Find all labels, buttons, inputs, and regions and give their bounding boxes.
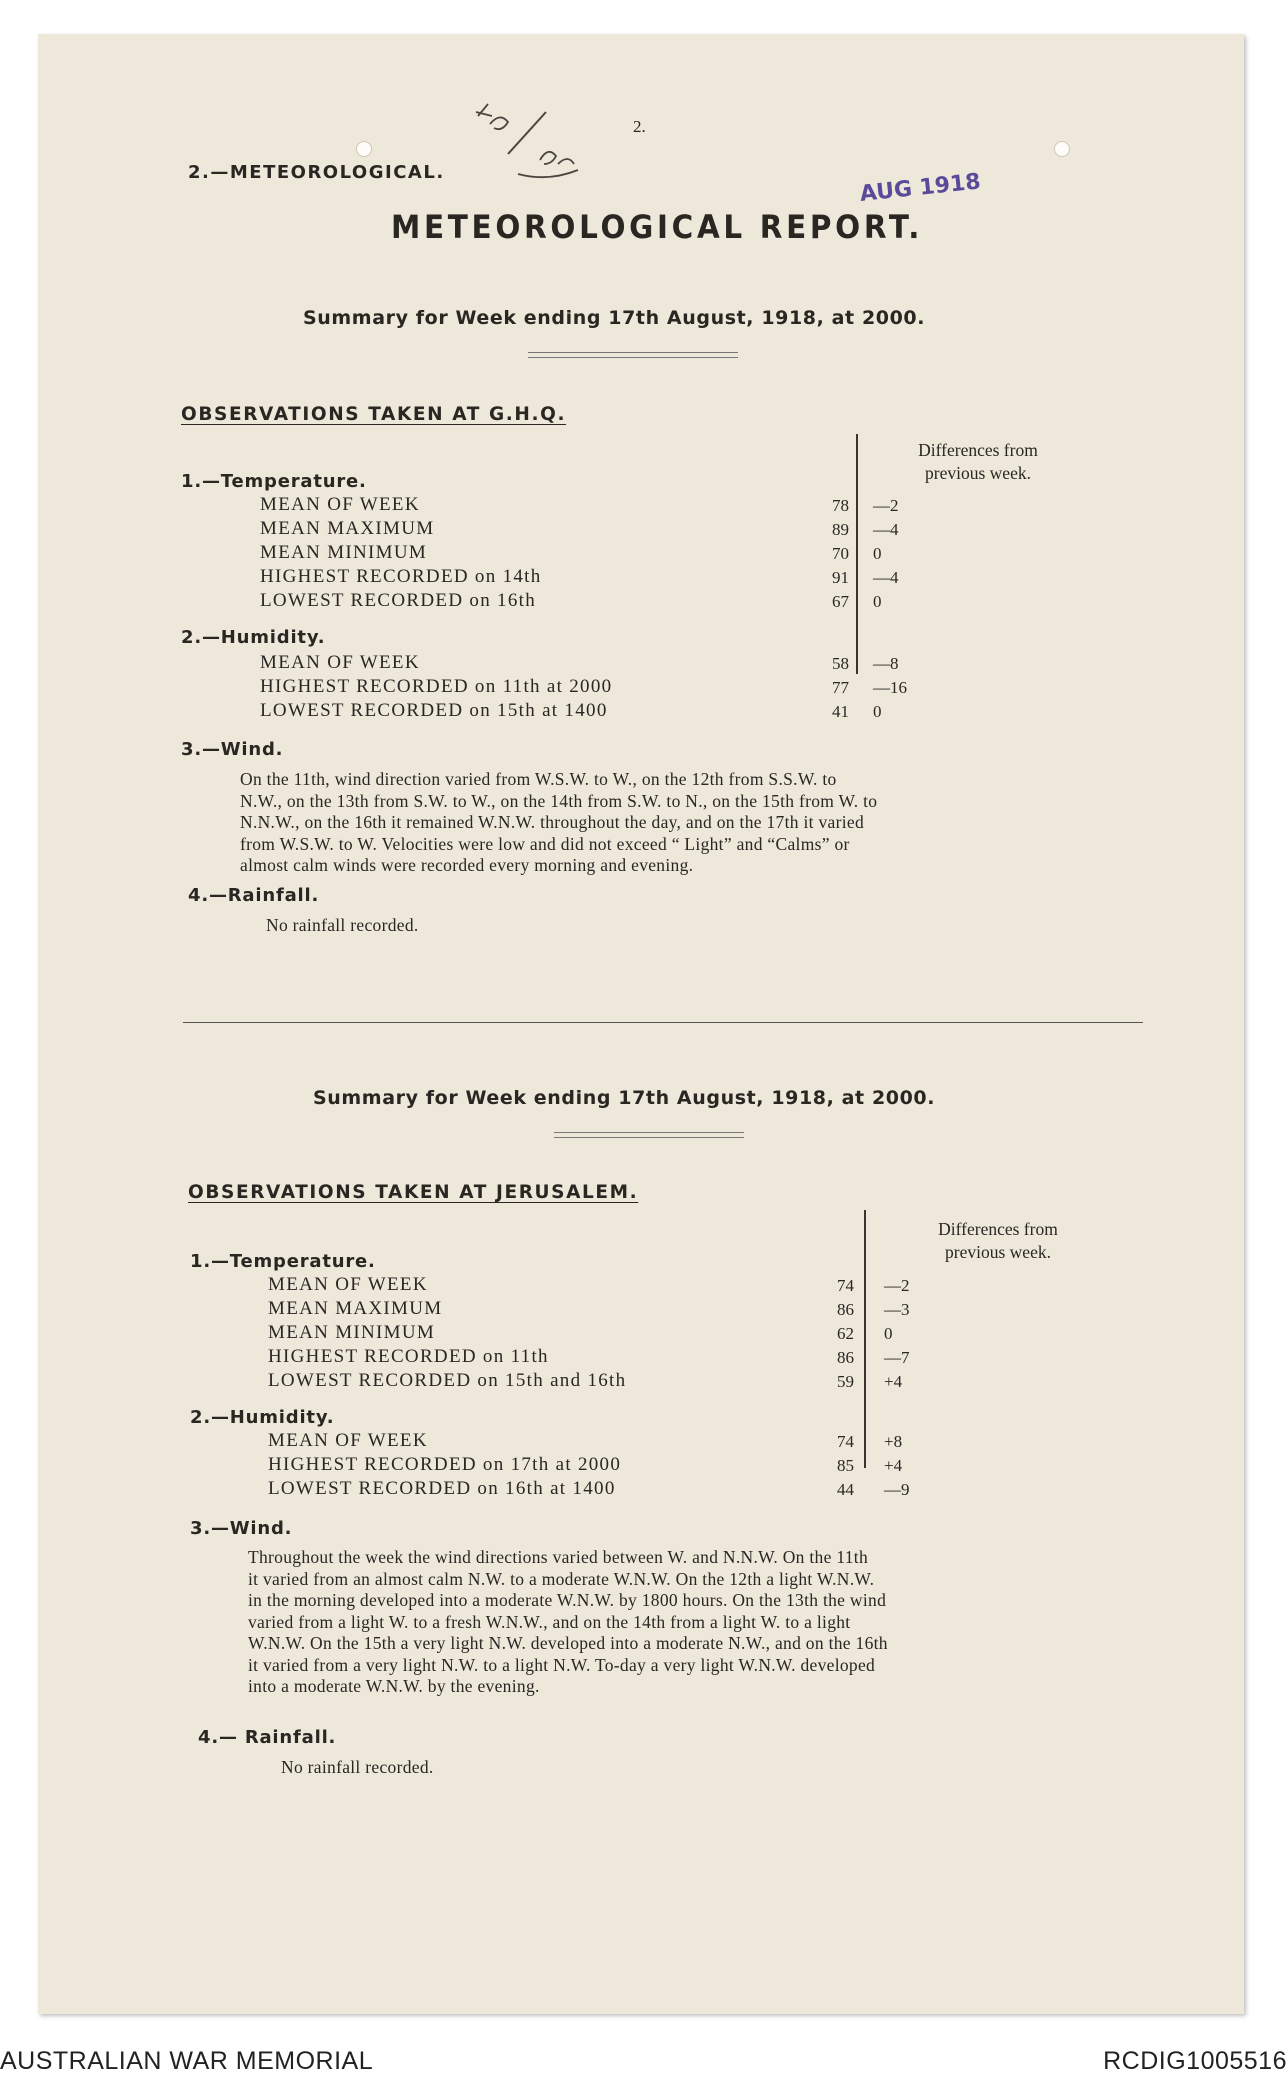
ghq-humidity-diff: —8: [873, 654, 899, 673]
jerusalem-temp-value: 86: [837, 1300, 854, 1319]
ghq-temp-diff: —4: [873, 520, 899, 539]
ghq-humidity-label: MEAN OF WEEK: [260, 652, 420, 673]
date-stamp: AUG 1918: [858, 169, 982, 207]
jerusalem-rainfall-heading: 4.— Rainfall.: [198, 1727, 337, 1748]
jerusalem-temp-diff: +4: [884, 1372, 903, 1391]
ghq-wind-text: On the 11th, wind direction varied from W.S.W. to W., on the 12th from S.S.W. to N.W., on the 13th from S.W. to W., on the 14th from S.W. to N., on the 15th from W. to N.N.W., on the 16th it remained W.N.W. throughout the day, and on the 17th it varied from W.S.W. to W. Velocities were low and did not exceed “ Light” and “Calms” or almost calm winds were recorded every morning and evening.: [240, 769, 878, 875]
jerusalem-temp-diff: —7: [884, 1348, 910, 1367]
ghq-temp-diff: 0: [873, 544, 882, 563]
jerusalem-wind-heading: 3.—Wind.: [190, 1518, 293, 1539]
divider: [528, 357, 738, 358]
jerusalem-humidity-label: MEAN OF WEEK: [268, 1430, 428, 1451]
ghq-summary: Summary for Week ending 17th August, 1918, at 2000.: [303, 307, 926, 329]
ghq-humidity-value: 77: [832, 678, 849, 697]
jerusalem-humidity-diff: +4: [884, 1456, 903, 1475]
jerusalem-temp-label: MEAN MINIMUM: [268, 1322, 436, 1343]
jerusalem-temp-label: MEAN OF WEEK: [268, 1274, 428, 1295]
ghq-temp-value: 91: [832, 568, 849, 587]
punch-hole-left: [356, 141, 372, 157]
ghq-temp-value: 70: [832, 544, 849, 563]
jerusalem-temp-value: 86: [837, 1348, 854, 1367]
ghq-temp-diff: 0: [873, 592, 882, 611]
jerusalem-differences-header: Differences from previous week.: [938, 1219, 1058, 1262]
jerusalem-summary: Summary for Week ending 17th August, 1918, at 2000.: [313, 1087, 936, 1109]
jerusalem-rainfall-text: No rainfall recorded.: [281, 1757, 434, 1777]
ghq-rainfall-text: No rainfall recorded.: [266, 915, 419, 935]
jerusalem-temp-diff: —2: [884, 1276, 910, 1295]
ghq-humidity-diff: —16: [873, 678, 907, 697]
document-sheet: [38, 34, 1244, 2014]
report-title: METEOROLOGICAL REPORT.: [391, 208, 924, 246]
punch-hole-right: [1054, 141, 1070, 157]
jerusalem-humidity-diff: +8: [884, 1432, 903, 1451]
ghq-temp-label: MEAN MAXIMUM: [260, 518, 435, 539]
ghq-differences-header: Differences from previous week.: [918, 440, 1038, 483]
divider: [528, 352, 738, 353]
jerusalem-humidity-value: 74: [837, 1432, 854, 1451]
ghq-temp-label: MEAN MINIMUM: [260, 542, 428, 563]
jerusalem-humidity-value: 44: [837, 1480, 854, 1499]
page-number: 2.: [633, 117, 646, 136]
ghq-humidity-value: 58: [832, 654, 849, 673]
jerusalem-temp-value: 62: [837, 1324, 854, 1343]
jerusalem-temperature-heading: 1.—Temperature.: [190, 1251, 376, 1272]
ghq-column-rule: [856, 434, 858, 674]
ghq-temp-value: 89: [832, 520, 849, 539]
jerusalem-humidity-value: 85: [837, 1456, 854, 1475]
ghq-humidity-value: 41: [832, 702, 849, 721]
ghq-temp-diff: —4: [873, 568, 899, 587]
ghq-temperature-heading: 1.—Temperature.: [181, 471, 367, 492]
jerusalem-humidity-diff: —9: [884, 1480, 910, 1499]
jerusalem-humidity-label: LOWEST RECORDED on 16th at 1400: [268, 1478, 616, 1499]
jerusalem-temp-value: 59: [837, 1372, 854, 1391]
jerusalem-temp-diff: 0: [884, 1324, 893, 1343]
jerusalem-humidity-heading: 2.—Humidity.: [190, 1407, 335, 1428]
ghq-temp-diff: —2: [873, 496, 899, 515]
ghq-humidity-heading: 2.—Humidity.: [181, 627, 326, 648]
ghq-humidity-diff: 0: [873, 702, 882, 721]
divider: [554, 1137, 744, 1138]
ghq-wind-heading: 3.—Wind.: [181, 739, 284, 760]
jerusalem-column-rule: [864, 1210, 866, 1468]
divider: [554, 1132, 744, 1133]
jerusalem-observations-heading: OBSERVATIONS TAKEN AT JERUSALEM.: [188, 1182, 639, 1203]
ghq-temp-label: MEAN OF WEEK: [260, 494, 420, 515]
jerusalem-temp-label: HIGHEST RECORDED on 11th: [268, 1346, 549, 1367]
ghq-temp-label: HIGHEST RECORDED on 14th: [260, 566, 542, 587]
handwritten-reference-mark: [468, 94, 588, 194]
section-label: 2.—METEOROLOGICAL.: [188, 162, 445, 183]
jerusalem-temp-value: 74: [837, 1276, 854, 1295]
ghq-humidity-label: LOWEST RECORDED on 15th at 1400: [260, 700, 608, 721]
ghq-temp-value: 78: [832, 496, 849, 515]
jerusalem-humidity-label: HIGHEST RECORDED on 17th at 2000: [268, 1454, 622, 1475]
ghq-humidity-label: HIGHEST RECORDED on 11th at 2000: [260, 676, 613, 697]
footer-left: AUSTRALIAN WAR MEMORIAL: [0, 2047, 374, 2075]
section-divider: [183, 1022, 1143, 1023]
jerusalem-temp-label: MEAN MAXIMUM: [268, 1298, 443, 1319]
ghq-rainfall-heading: 4.—Rainfall.: [188, 885, 320, 906]
footer-right: RCDIG1005516: [1103, 2047, 1287, 2075]
ghq-observations-heading: OBSERVATIONS TAKEN AT G.H.Q.: [181, 404, 567, 425]
jerusalem-wind-text: Throughout the week the wind directions varied between W. and N.N.W. On the 11th it varied from an almost calm N.W. to a moderate W.N.W. On the 12th a light W.N.W. in the morning developed into a moderate W.N.W. by 1800 hours. On the 13th the wind varied from a light W. to a fresh W.N.W., and on the 14th from a light W. to a light W.N.W. On the 15th a very light N.W. developed into a moderate N.W., and on the 16th it varied from a very light N.W. to a light N.W. To-day a very light W.N.W. developed into a moderate W.N.W. by the evening.: [248, 1547, 888, 1696]
ghq-temp-value: 67: [832, 592, 849, 611]
jerusalem-temp-label: LOWEST RECORDED on 15th and 16th: [268, 1370, 627, 1391]
ghq-temp-label: LOWEST RECORDED on 16th: [260, 590, 537, 611]
jerusalem-temp-diff: —3: [884, 1300, 910, 1319]
